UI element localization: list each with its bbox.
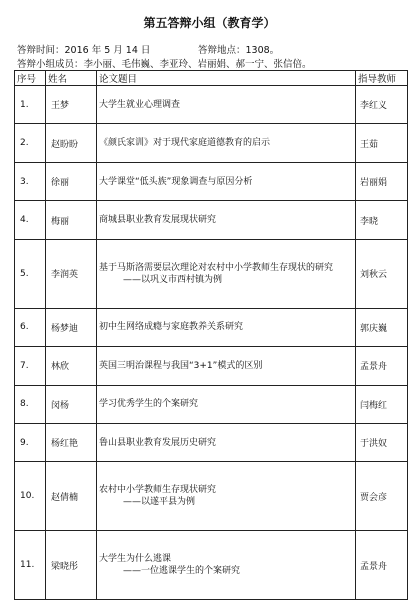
student-name: 杨红艳 <box>46 423 97 461</box>
thesis-title: 鲁山县职业教育发展历史研究 <box>99 437 217 448</box>
row-index: 3. <box>15 162 46 200</box>
thesis-topic <box>97 239 356 308</box>
advisor-name: 郭庆巍 <box>356 308 408 346</box>
thesis-subtitle: ——一位逃课学生的个案研究 <box>123 566 241 577</box>
row-index: 4. <box>15 201 46 239</box>
thesis-topic <box>97 423 356 461</box>
defense-time: 答辩时间：2016 年 5 月 14 日 <box>17 45 151 56</box>
table-row <box>15 385 408 423</box>
row-index: 5. <box>15 239 46 308</box>
thesis-subtitle: ——以巩义市西村镇为例 <box>123 274 223 285</box>
thesis-table <box>14 70 408 600</box>
table-row <box>15 124 408 162</box>
row-index: 9. <box>15 423 46 461</box>
advisor-name: 孟景舟 <box>356 531 408 600</box>
row-index: 8. <box>15 385 46 423</box>
row-index: 10. <box>15 462 46 531</box>
defense-place: 答辩地点：1308。 <box>198 45 280 56</box>
header-topic: 论文题目 <box>97 71 356 86</box>
table-row <box>15 423 408 461</box>
table-header-row <box>15 71 408 86</box>
thesis-title: 英国三明治课程与我国“3+1”模式的区别 <box>99 360 263 371</box>
header-index: 序号 <box>15 71 46 86</box>
thesis-topic <box>97 531 356 600</box>
table-row <box>15 347 408 385</box>
thesis-title: 大学生就业心理调查 <box>99 99 181 110</box>
student-name: 李润英 <box>46 239 97 308</box>
header-name: 姓名 <box>46 71 97 86</box>
document-title: 第五答辩小组（教育学） <box>143 16 276 30</box>
advisor-name: 贾会彦 <box>356 462 408 531</box>
student-name: 林欣 <box>46 347 97 385</box>
advisor-name: 岩丽娟 <box>356 162 408 200</box>
advisor-name: 李晓 <box>356 201 408 239</box>
thesis-topic <box>97 462 356 531</box>
thesis-title: 基于马斯洛需要层次理论对农村中小学教师生存现状的研究 <box>99 262 334 273</box>
advisor-name: 李红义 <box>356 86 408 124</box>
thesis-topic <box>97 124 356 162</box>
committee-members: 答辩小组成员：李小丽、毛伟巍、李亚玲、岩丽娟、郝一宁、张信倍。 <box>17 59 312 70</box>
table-row <box>15 201 408 239</box>
row-index: 2. <box>15 124 46 162</box>
table-row <box>15 462 408 531</box>
thesis-title: 大学生为什么逃课 <box>99 554 172 565</box>
student-name: 梁晓彤 <box>46 531 97 600</box>
thesis-title: 商城县职业教育发展现状研究 <box>99 215 217 226</box>
advisor-name: 于洪奴 <box>356 423 408 461</box>
header-advisor: 指导教师 <box>356 71 408 86</box>
advisor-name: 王茹 <box>356 124 408 162</box>
student-name: 赵倩楠 <box>46 462 97 531</box>
table-row <box>15 531 408 600</box>
advisor-name: 闫梅红 <box>356 385 408 423</box>
student-name: 赵盼盼 <box>46 124 97 162</box>
student-name: 梅丽 <box>46 201 97 239</box>
student-name: 王梦 <box>46 86 97 124</box>
row-index: 11. <box>15 531 46 600</box>
thesis-topic <box>97 86 356 124</box>
row-index: 1. <box>15 86 46 124</box>
thesis-title: 学习优秀学生的个案研究 <box>99 399 199 410</box>
thesis-title: 《颜氏家训》对于现代家庭道德教育的启示 <box>99 138 271 149</box>
thesis-subtitle: ——以遂平县为例 <box>123 497 196 508</box>
thesis-title: 大学课堂“低头族”现象调查与原因分析 <box>99 176 253 187</box>
thesis-topic <box>97 347 356 385</box>
thesis-topic <box>97 308 356 346</box>
advisor-name: 孟景舟 <box>356 347 408 385</box>
table-body <box>15 86 408 600</box>
table-row <box>15 86 408 124</box>
table-row <box>15 308 408 346</box>
table-row <box>15 162 408 200</box>
advisor-name: 刘秋云 <box>356 239 408 308</box>
student-name: 徐丽 <box>46 162 97 200</box>
thesis-topic <box>97 385 356 423</box>
student-name: 杨梦迪 <box>46 308 97 346</box>
student-name: 闵杨 <box>46 385 97 423</box>
thesis-topic <box>97 162 356 200</box>
row-index: 7. <box>15 347 46 385</box>
thesis-topic <box>97 201 356 239</box>
table-row <box>15 239 408 308</box>
row-index: 6. <box>15 308 46 346</box>
thesis-title: 初中生网络成瘾与家庭教养关系研究 <box>99 322 244 333</box>
thesis-title: 农村中小学教师生存现状研究 <box>99 485 217 496</box>
